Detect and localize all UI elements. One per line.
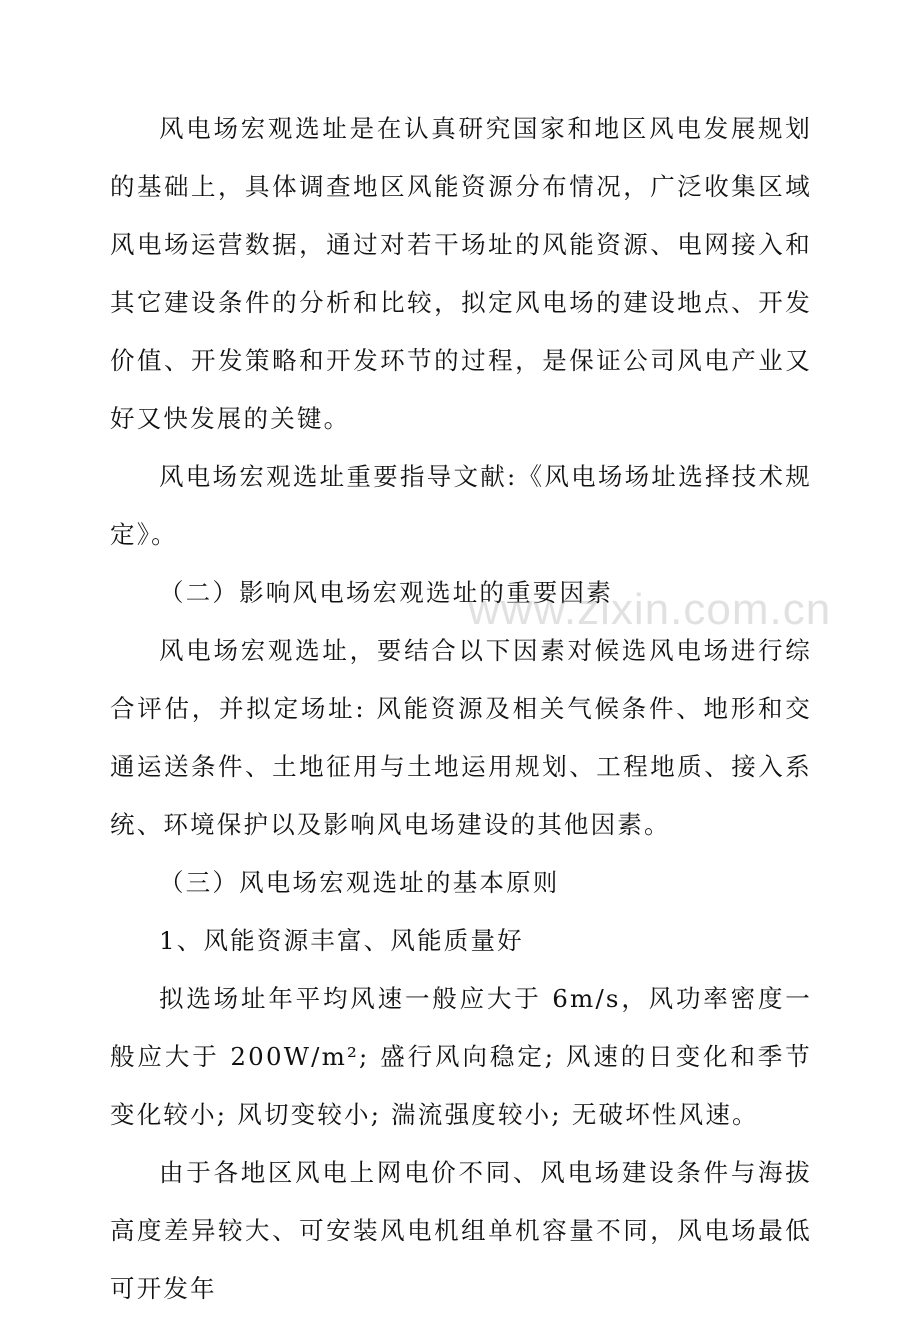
section-heading-factors: （二）影响风电场宏观选址的重要因素 — [159, 578, 613, 607]
paragraph-intro: 风电场宏观选址是在认真研究国家和地区风电发展规划的基础上，具体调查地区风能资源分布情况，广泛收集区域风电场运营数据，通过对若干场址的风能资源、电网接入和其它建设条件的分析和比较，拟定风电场的建设地点、开发价值、开发策略和开发环节的过程，是保证公司风电产业又好又快发展的关键。 — [110, 114, 812, 433]
paragraph-factors: 风电场宏观选址，要结合以下因素对候选风电场进行综合评估，并拟定场址: 风能资源及相关气候条件、地形和交通运送条件、土地征用与土地运用规划、工程地质、接入系统、环境保护以及影响风电场建设的其他因素。 — [110, 636, 812, 839]
paragraph-wind-speed: 拟选场址年平均风速一般应大于 6m/s，风功率密度一般应大于 200W/m²; 盛行风向稳定; 风速的日变化和季节变化较小; 风切变较小; 湍流强度较小; 无破坏性风速。 — [110, 984, 812, 1129]
paragraph-reference: 风电场宏观选址重要指导文献:《风电场场址选择技术规定》。 — [110, 462, 812, 549]
subheading-wind-resource: 1、风能资源丰富、风能质量好 — [159, 926, 524, 955]
document-body — [110, 100, 812, 1318]
watermark-text: www.zixin.com.cn — [468, 585, 832, 634]
section-heading-principles: （三）风电场宏观选址的基本原则 — [159, 868, 560, 897]
paragraph-regional-differences: 由于各地区风电上网电价不同、风电场建设条件与海拔高度差异较大、可安装风电机组单机容量不同，风电场最低可开发年 — [110, 1158, 812, 1303]
